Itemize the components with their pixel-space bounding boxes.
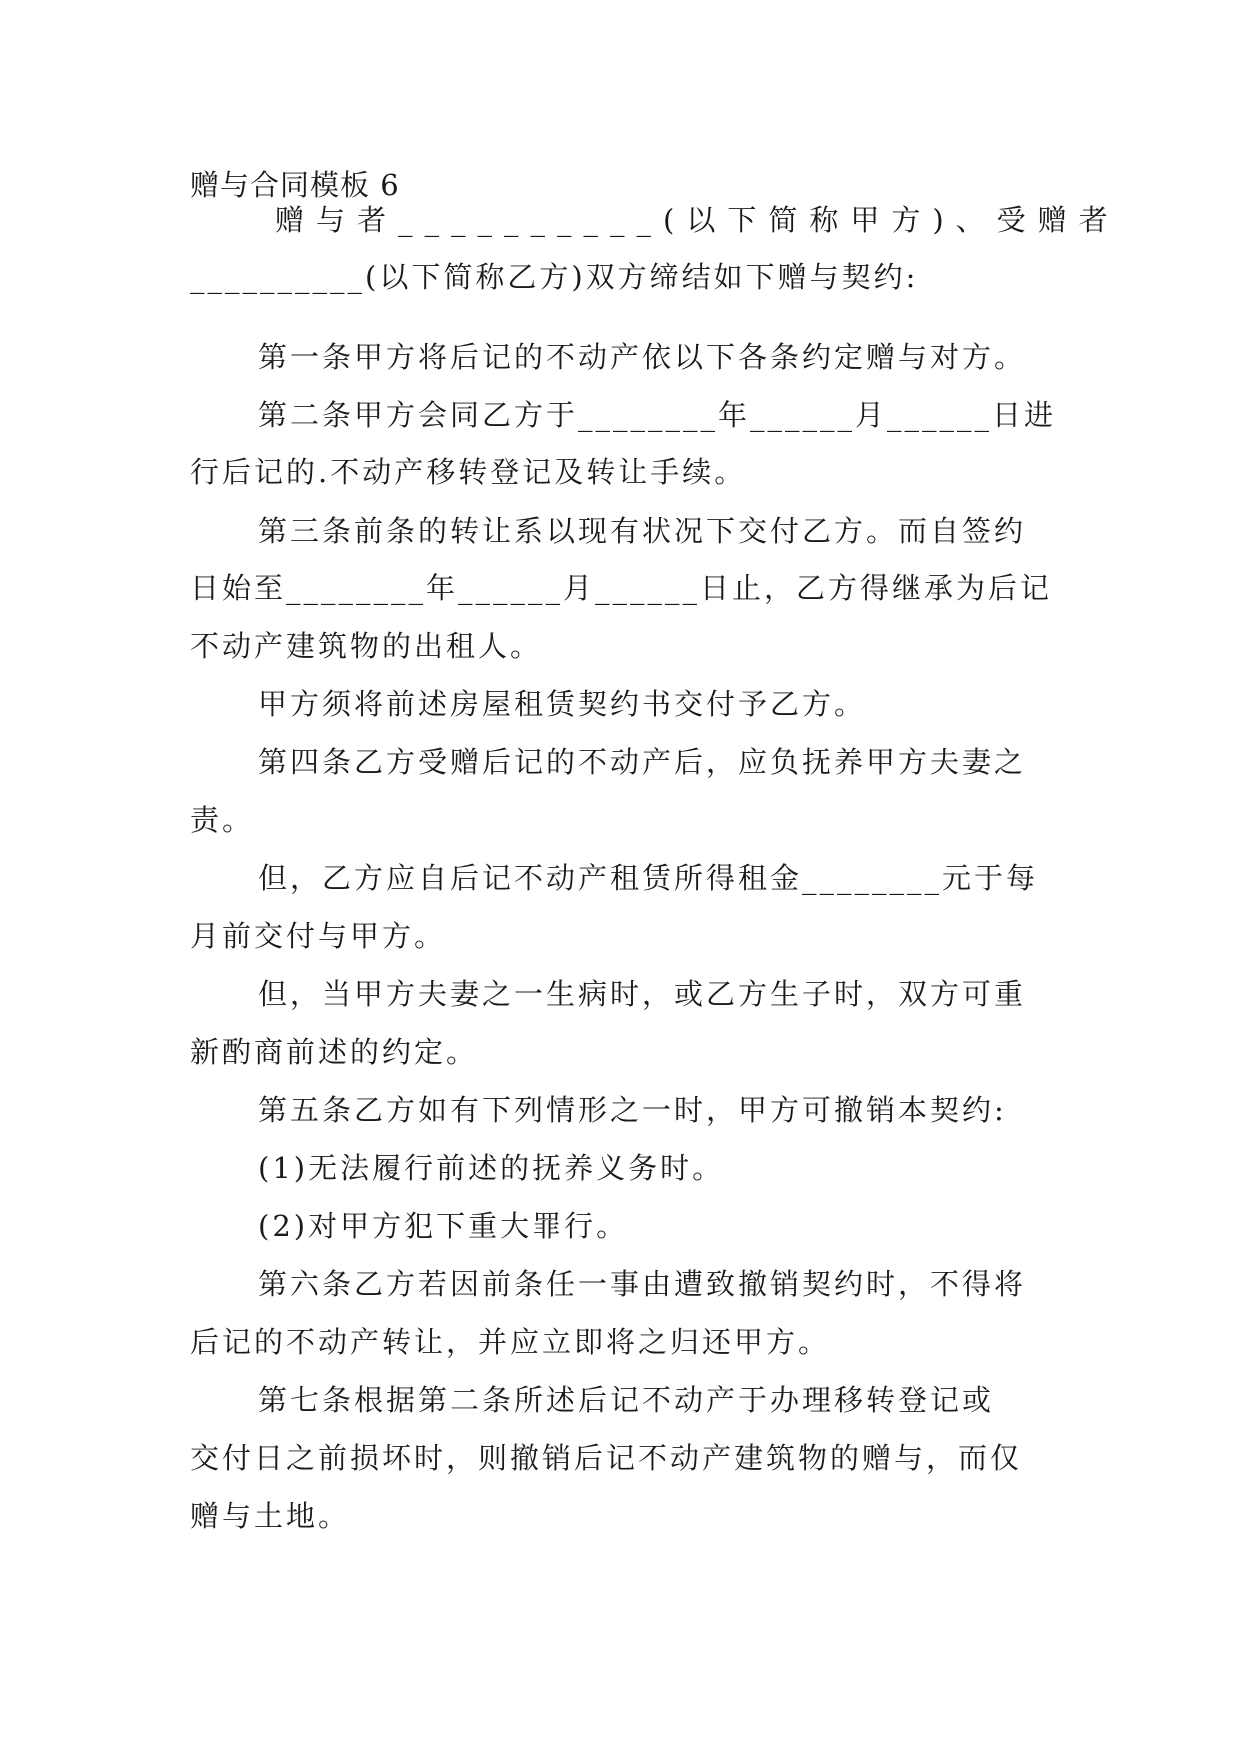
body-line: 第七条根据第二条所述后记不动产于办理移转登记或 xyxy=(258,1383,995,1417)
body-line: 甲方须将前述房屋租赁契约书交付予乙方。 xyxy=(258,687,867,721)
body-line: 赠与者__________(以下简称甲方)、受赠者 xyxy=(275,203,1120,237)
body-line: 不动产建筑物的出租人。 xyxy=(190,629,543,663)
body-line: __________(以下简称乙方)双方缔结如下赠与契约: xyxy=(190,260,919,294)
body-line: 后记的不动产转让，并应立即将之归还甲方。 xyxy=(190,1325,831,1359)
body-line: 第五条乙方如有下列情形之一时，甲方可撤销本契约: xyxy=(258,1093,1007,1127)
body-line: 行后记的.不动产移转登记及转让手续。 xyxy=(190,455,747,489)
body-line: 第三条前条的转让系以现有状况下交付乙方。而自签约 xyxy=(258,514,1027,548)
body-line: 但，乙方应自后记不动产租赁所得租金________元于每 xyxy=(258,861,1039,895)
body-line: 第六条乙方若因前条任一事由遭致撤销契约时，不得将 xyxy=(258,1267,1027,1301)
body-line: 日始至________年______月______日止，乙方得继承为后记 xyxy=(190,571,1053,605)
document-title: 赠与合同模板 6 xyxy=(190,168,400,202)
body-line: (2)对甲方犯下重大罪行。 xyxy=(258,1209,629,1243)
body-line: (1)无法履行前述的抚养义务时。 xyxy=(258,1151,725,1185)
body-line: 赠与土地。 xyxy=(190,1499,351,1533)
body-line: 责。 xyxy=(190,803,255,837)
body-line: 第四条乙方受赠后记的不动产后，应负抚养甲方夫妻之 xyxy=(258,745,1027,779)
body-line: 但，当甲方夫妻之一生病时，或乙方生子时，双方可重 xyxy=(258,977,1027,1011)
body-line: 第一条甲方将后记的不动产依以下各条约定赠与对方。 xyxy=(258,340,1027,374)
body-line: 月前交付与甲方。 xyxy=(190,919,447,953)
body-line: 新酌商前述的约定。 xyxy=(190,1035,479,1069)
body-line: 交付日之前损坏时，则撤销后记不动产建筑物的赠与，而仅 xyxy=(190,1441,1023,1475)
body-line: 第二条甲方会同乙方于________年______月______日进 xyxy=(258,398,1057,432)
